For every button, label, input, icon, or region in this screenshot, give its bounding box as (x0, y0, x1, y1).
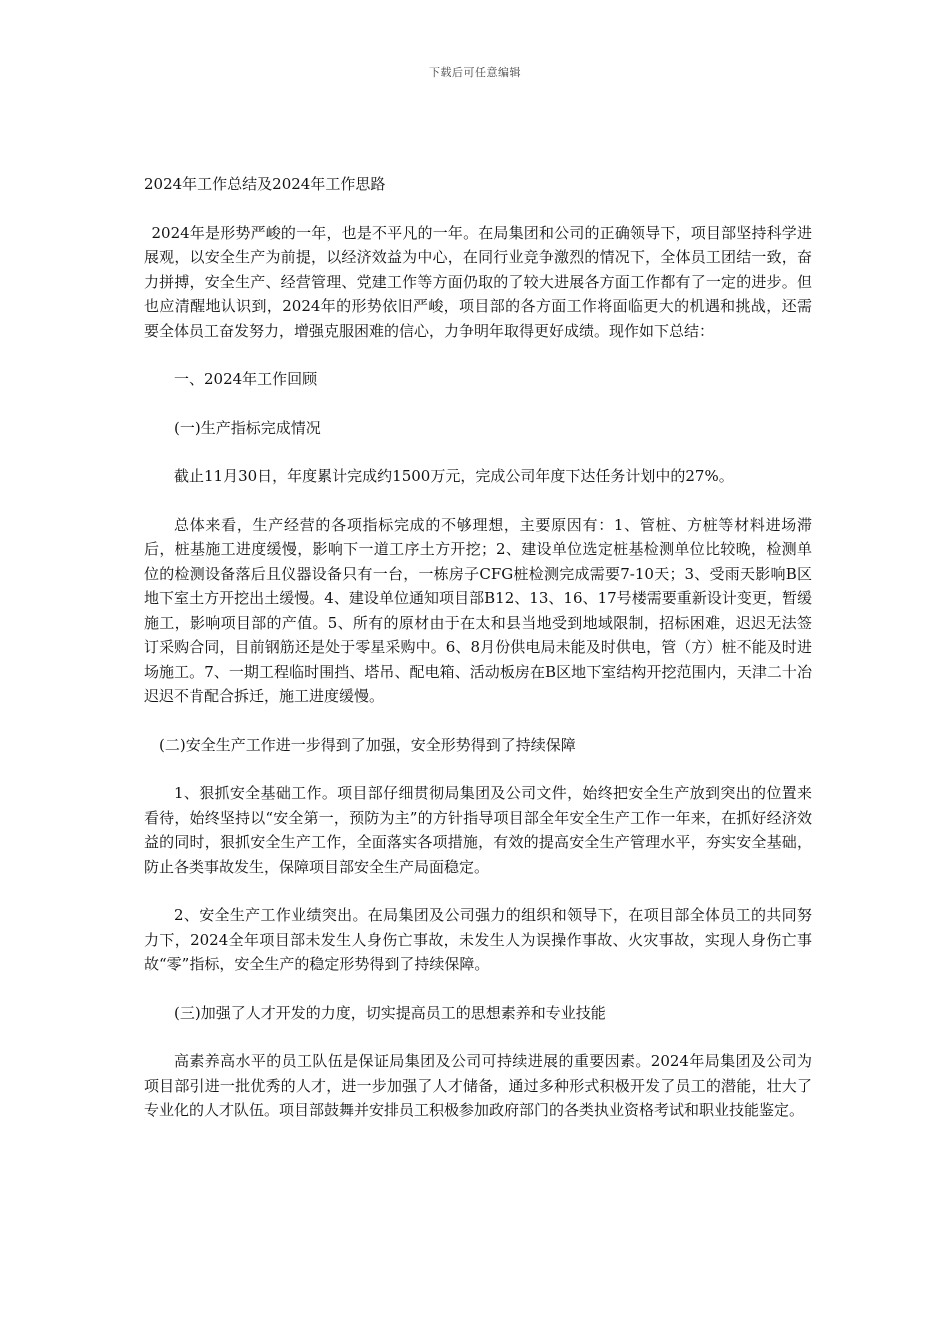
section-heading-review: 一、2024年工作回顾 (174, 370, 318, 388)
talent-paragraph: 高素养高水平的员工队伍是保证局集团及公司可持续进展的重要因素。2024年局集团及公司为项目部引进一批优秀的人才，进一步加强了人才储备，通过多种形式积极开发了员工的潜能，壮大了专业化的人才队伍。项目部鼓舞并安排员工积极参加政府部门的各类执业资格考试和职业技能鉴定。 (144, 1052, 812, 1119)
intro-paragraph: 2024年是形势严峻的一年，也是不平凡的一年。在局集团和公司的正确领导下，项目部坚持科学进展观，以安全生产为前提，以经济效益为中心，在同行业竞争激烈的情况下，全体员工团结一致，奋力拼搏，安全生产、经营管理、党建工作等方面仍取的了较大进展各方面工作都有了一定的进步。但也应清醒地认识到，2024年的形势依旧严峻，项目部的各方面工作将面临更大的机遇和挑战，还需要全体员工奋发努力，增强克服困难的信心，力争明年取得更好成绩。现作如下总结： (144, 223, 812, 340)
production-reasons-paragraph: 总体来看，生产经营的各项指标完成的不够理想，主要原因有：1、管桩、方桩等材料进场滞后，桩基施工进度缓慢，影响下一道工序土方开挖；2、建设单位选定桩基检测单位比较晚，检测单位的检测设备落后且仪器设备只有一台，一栋房子CFG桩检测完成需要7-10天；3、受雨天影响B区地下室土方开挖出土缓慢。4、建设单位通知项目部B12、13、16、17号楼需要重新设计变更，暂缓施工，影响项目部的产值。5、所有的原材由于在太和县当地受到地域限制，招标困难，迟迟无法签订采购合同，目前钢筋还是处于零星采购中。6、8月份供电局未能及时供电，管（方）桩不能及时进场施工。7、一期工程临时围挡、塔吊、配电箱、活动板房在B区地下室结构开挖范围内，天津二十冶迟迟不肯配合拆迁，施工进度缓慢。 (144, 515, 812, 705)
subheading-safety: (二)安全生产工作进一步得到了加强，安全形势得到了持续保障 (159, 735, 576, 754)
subheading-production: (一)生产指标完成情况 (174, 418, 321, 437)
page-header-note: 下载后可任意编辑 (429, 66, 521, 79)
document-title: 2024年工作总结及2024年工作思路 (144, 175, 386, 193)
subheading-talent: (三)加强了人才开发的力度，切实提高员工的思想素养和专业技能 (174, 1003, 606, 1022)
production-summary-paragraph: 截止11月30日，年度累计完成约1500万元，完成公司年度下达任务计划中的27%。 (174, 467, 734, 485)
document-body (144, 172, 812, 1147)
safety-results-paragraph: 2、安全生产工作业绩突出。在局集团及公司强力的组织和领导下，在项目部全体员工的共同努力下，2024全年项目部未发生人身伤亡事故，未发生人为误操作事故、火灾事故，实现人身伤亡事故“零”指标，安全生产的稳定形势得到了持续保障。 (144, 906, 812, 973)
safety-basics-paragraph: 1、狠抓安全基础工作。项目部仔细贯彻局集团及公司文件，始终把安全生产放到突出的位置来看待，始终坚持以“安全第一，预防为主”的方针指导项目部全年安全生产工作一年来，在抓好经济效益的同时，狠抓安全生产工作，全面落实各项措施，有效的提高安全生产管理水平，夯实安全基础，防止各类事故发生，保障项目部安全生产局面稳定。 (144, 784, 812, 876)
